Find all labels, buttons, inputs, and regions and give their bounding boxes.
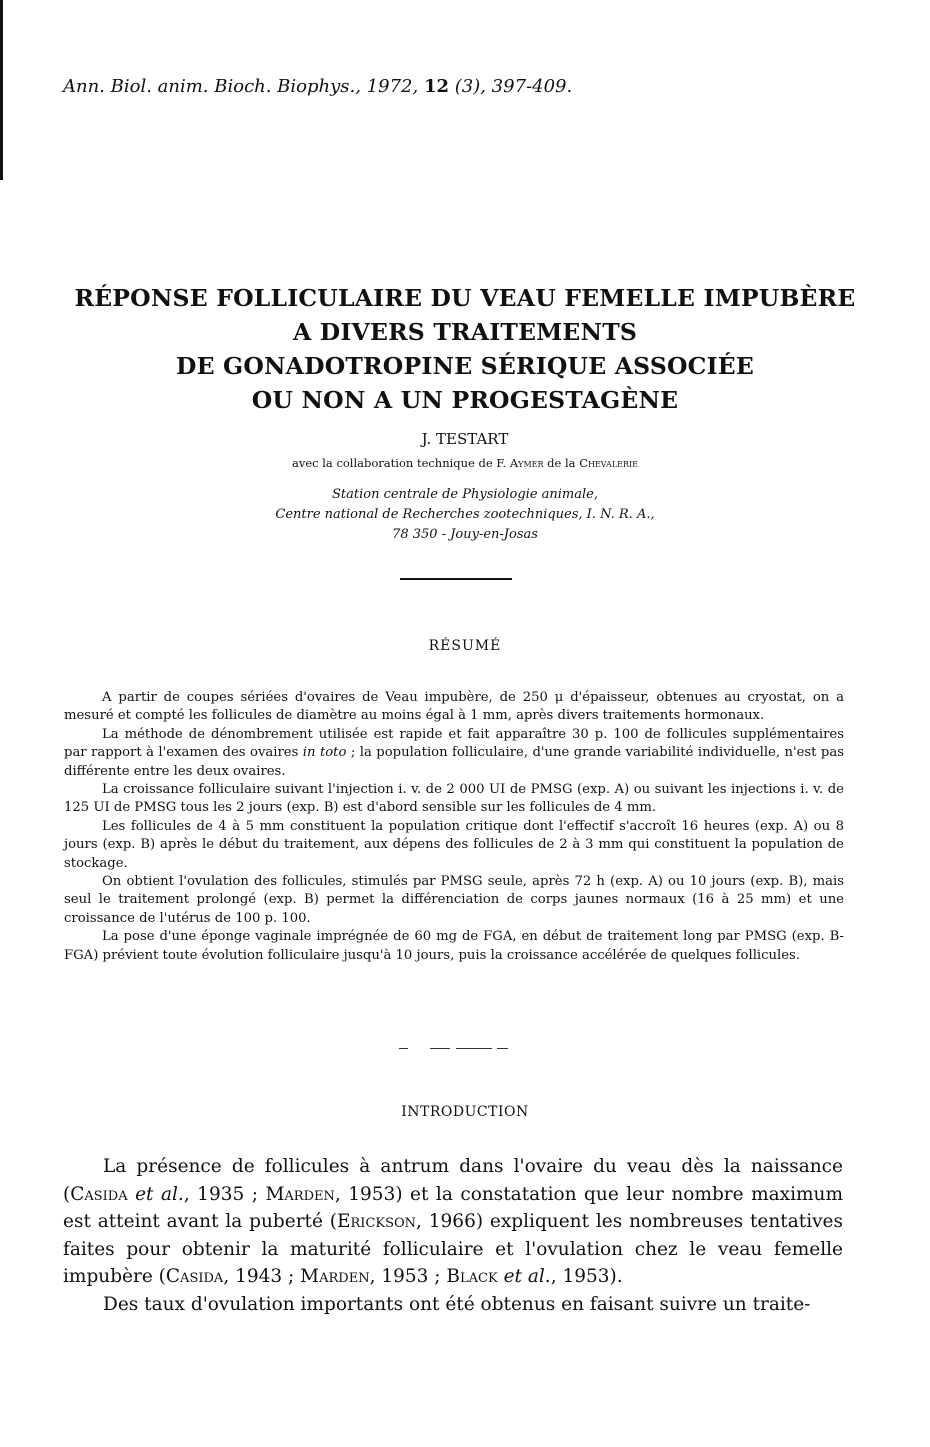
introduction-heading: INTRODUCTION: [401, 1104, 529, 1120]
abstract-paragraph: On obtient l'ovulation des follicules, stimulés par PMSG seule, après 72 h (exp. A) ou 10 jours (exp. B), mais seul le traitement prolongé (exp. B) permet la différenciation de corps jaunes normaux (16 à 25 mm) et une croissance de l'utérus de 100 p. 100.: [64, 874, 844, 926]
title-line: OU NON A UN PROGESTAGÈNE: [251, 386, 679, 414]
collab-name-chevalerie: Chevalerie: [579, 456, 638, 470]
abstract-paragraph: A partir de coupes sériées d'ovaires de Veau impubère, de 250 μ d'épaisseur, obtenues au cryostat, on a mesuré et compté les follicules de diamètre au moins égal à 1 mm, après divers traitements hormonaux.: [64, 690, 844, 724]
section-separator: [456, 1048, 492, 1049]
abstract: [64, 689, 844, 965]
title-line: RÉPONSE FOLLICULAIRE DU VEAU FEMELLE IMPUBÈRE: [74, 284, 856, 312]
header-divider: [400, 578, 512, 580]
journal-name: Ann. Biol. anim. Bioch. Biophys.: [63, 76, 356, 97]
article-title: [0, 281, 930, 417]
affiliation-line: Centre national de Recherches zootechniques, I. N. R. A.,: [275, 507, 655, 522]
abstract-paragraph: Les follicules de 4 à 5 mm constituent la population critique dont l'effectif s'accroît 16 heures (exp. A) ou 8 jours (exp. B) après le début du traitement, aux dépens des follicules de 2 à 3 mm qui constituent la population de stockage.: [64, 818, 844, 871]
affiliation: [0, 485, 930, 545]
resume-heading: RÉSUMÉ: [428, 638, 502, 654]
author-name: J. TESTART: [421, 430, 509, 448]
title-line: DE GONADOTROPINE SÉRIQUE ASSOCIÉE: [175, 352, 754, 380]
collab-prefix: avec la collaboration technique de F.: [292, 456, 510, 470]
collab-mid: de la: [543, 456, 580, 470]
collab-name-aymer: Aymer: [509, 456, 544, 470]
journal-volume: 12: [423, 76, 450, 97]
abstract-paragraph: La méthode de dénombrement utilisée est rapide et fait apparaître 30 p. 100 de follicules supplémentaires par rapport à l'examen des ovaires in toto ; la population folliculaire, d'une grande variabilité individuelle, n'est pas différente entre les deux ovaires.: [64, 726, 844, 779]
intro-paragraph: Des taux d'ovulation importants ont été obtenus en faisant suivre un traite-: [103, 1293, 811, 1315]
introduction-body: [63, 1153, 843, 1318]
journal-year: , 1972,: [355, 76, 424, 97]
section-separator: [497, 1048, 508, 1049]
affiliation-line: 78 350 - Jouy-en-Josas: [392, 527, 538, 542]
section-separator: [430, 1048, 450, 1049]
page-edge-mark: [0, 0, 3, 180]
collaboration-note: [0, 456, 930, 470]
title-line: A DIVERS TRAITEMENTS: [292, 318, 638, 346]
journal-citation: [63, 76, 572, 97]
journal-pages: (3), 397-409.: [449, 76, 573, 97]
affiliation-line: Station centrale de Physiologie animale,: [331, 487, 598, 502]
abstract-paragraph: La pose d'une éponge vaginale imprégnée de 60 mg de FGA, en début de traitement long par PMSG (exp. B-FGA) prévient toute évolution folliculaire jusqu'à 10 jours, puis la croissance accélérée de quelques follicules.: [64, 929, 844, 963]
intro-paragraph: La présence de follicules à antrum dans l'ovaire du veau dès la naissance (Casida et al., 1935 ; Marden, 1953) et la constatation que leur nombre maximum est atteint avant la puberté (Erickson, 1966) expliquent les nombreuses tentatives faites pour obtenir la maturité folliculaire et l'ovulation chez le veau femelle impubère (Casida, 1943 ; Marden, 1953 ; Black et al., 1953).: [63, 1156, 843, 1287]
section-separator: [399, 1048, 408, 1049]
abstract-paragraph: La croissance folliculaire suivant l'injection i. v. de 2 000 UI de PMSG (exp. A) ou suivant les injections i. v. de 125 UI de PMSG tous les 2 jours (exp. B) est d'abord sensible sur les follicules de 4 mm.: [64, 782, 844, 816]
